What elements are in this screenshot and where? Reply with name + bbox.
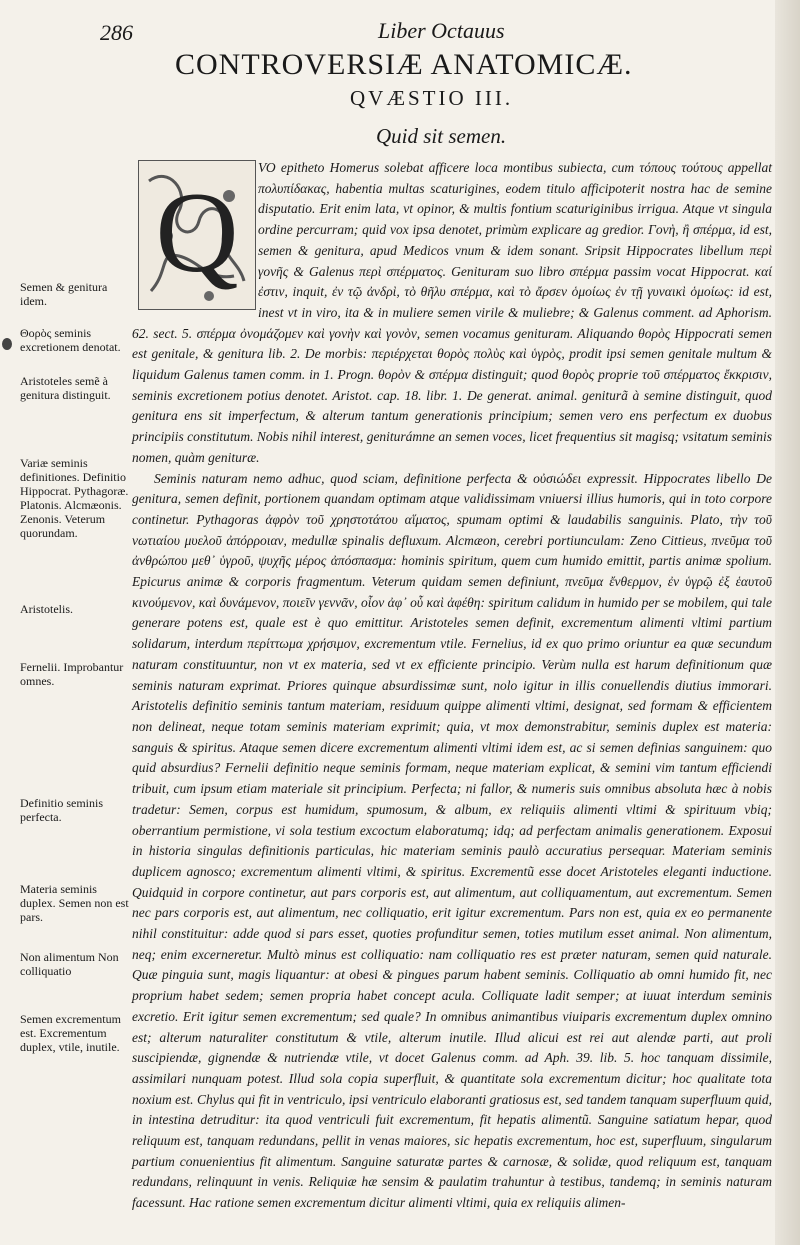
- page-number: 286: [100, 20, 133, 45]
- initial-spacer: [132, 158, 258, 314]
- margin-note: Variæ seminis definitiones. Definitio Hippocrat. Pythagoræ. Platonis. Alcmæonis. Zenonis. Veterum quorundam.: [20, 456, 129, 540]
- margin-note: Materia seminis duplex. Semen non est pars.: [20, 882, 129, 924]
- margin-note: Semen & genitura idem.: [20, 280, 108, 308]
- margin-note: Definitio seminis perfecta.: [20, 796, 103, 824]
- running-head: Liber Octauus: [378, 18, 505, 43]
- margin-note: Semen excrementum est. Excrementum duplex, vtile, inutile.: [20, 1012, 121, 1054]
- question-heading: QVÆSTIO III.: [350, 86, 514, 110]
- main-text: [132, 158, 772, 1214]
- paragraph: VO epitheto Homerus solebat afficere loca montibus subiecta, cum τόπους τούτους appellat πολυπίδακας, habentia multas scaturigines, eodem titulo afficipoterit nostra hac de semine disputatio. Erit enim lata, vt opinor, & multis fontium scaturiginibus irrigua. Atque vt singula ordine percurram; quid vox ipsa denotet, primùm explicare ag gredior. Γονὴ, ἢ σπέρμα, id est, semen & genitura, apud Medicos vnum & idem sonant. Sripsit Hippocrates libellum περὶ γονῆς & Galenus περὶ σπέρματος. Genituram suo libro σπέρμα passim vocat Hippocrat. καί ἐστιν, inquit, ἐν τῷ ἀνδρὶ, τὸ θῆλυ σπέρμα, καὶ τὸ ἄρσεν ὁμοίως ἐν τῇ γυναικὶ ὁμοίως: id est, inest vt in viro, ita & in muliere semen virile & muliebre; & Galenus comment. ad Aphorism. 62. sect. 5. σπέρμα ὀνομάζομεν καὶ γονὴν καὶ γονὸν, semen vocamus genituram. Aliquando θορὸς Hippocrati semen est genitale, & genitura lib. 2. De morbis: περιέρχεται θορὸς πολὺς καὶ ὑγρὸς, prodit ipsi semen genitale multum & liquidum Galenus tamen comm. in 1. Progn. θορὸν & σπέρμα distinguit; quod θορὸς proprie τοῦ σπέρματος ἔκκρισιν, seminis excretionem potius denotet. Aristot. cap. 18. libr. 1. De generat. animal. geniturã à semine distinguit, quod genitura ens sit imperfectum, & alterum tantum generationis principium; semen vero ens perfectum ex duobus principiis constitutum. Nobis nihil interest, geniturámne an semen voces, licet frequentius sit magisq; vsitatum seminis nomen, quàm genituræ.: [132, 160, 772, 465]
- margin-note: Non alimentum Non colliquatio: [20, 950, 119, 978]
- initial-letter: Q: [155, 169, 239, 296]
- margin-note: Θορὸς seminis excretionem denotat.: [20, 326, 121, 354]
- section-subtitle: Quid sit semen.: [376, 124, 507, 148]
- margin-note: Aristotelis.: [20, 602, 73, 616]
- page-title: CONTROVERSIÆ ANATOMICÆ.: [175, 48, 633, 81]
- margin-note: Fernelii. Improbantur omnes.: [20, 660, 124, 688]
- margin-note: Aristoteles semẽ à genitura distinguit.: [20, 374, 111, 402]
- page-edge: [775, 0, 800, 1245]
- binding-hole: [2, 338, 12, 350]
- paragraph: Seminis naturam nemo adhuc, quod sciam, definitione perfecta & οὐσιώδει expressit. Hippocrates libello De genitura, semen definit, portionem quandam optimam atque validissimam vniuersi illius humoris, qui in toto corpore continetur. Pythagoras ἀφρὸν τοῦ χρηστοτάτου αἵματος, spumam optimi & laudabilis sanguinis. Plato, τὴν τοῦ νωτιαίου μυελοῦ ἀπόρροιαν, medullæ spinalis defluxum. Alcmæon, cerebri portiunculam: Zeno Cittieus, πνεῦμα τοῦ ἀνθρώπου μεθ᾽ ὑγροῦ, ψυχῆς μέρος ἀπόσπασμα: hominis spiritum, quem cum humido emittit, partis animæ spolium. Epicurus animæ & corporis fragmentum. Veterum quidam semen definiunt, πνεῦμα ἔνθερμον, ἐν ὑγρῷ ἐξ ἑαυτοῦ κινούμενον, καὶ δυνάμενον, ποιεῖν γεννᾶν, οἷον ἀφ᾽ οὗ καὶ ἀφέθη: spiritum calidum in humido per se mobilem, qui tale generare potens est, quale est è quo emittitur. Aristoteles semen definit, excrementum alimenti vltimi partium solidarum, interdum περίττωμα χρήσιμον, excrementum vtile. Fernelius, id ex quo primo oriuntur ea quæ secundum naturam constituuntur, non vt ex materia, sed vt ex efficiente principio. Verùm nulla est harum definitionum quæ seminis naturam exprimat. Priores quinque absurdissimæ sunt, nolo igitur in illis conuellendis diutius immorari. Aristotelis definitio seminis tantum materiam, residuum quippe alimenti vltimi, designat, sed formam & efficientem non delineat, neque totam seminis materiam exprimit; quia, vt mox demonstrabitur, seminis duplex est materia: sanguis & spiritus. Ataque semen dicere excrementum alimenti vltimi idem est, ac si semen definias sanguinem: quo quid absurdius? Fernelii definitio neque seminis formam, neque materiam explicat, & semini vim tantum efficiendi tribuit, cum ipsum etiam materiale sit principium. Perfecta; ni fallor, & numeris suis omnibus absoluta hæc à nobis tradetur: Semen, corpus est humidum, spumosum, & album, ex reliquiis alimenti vltimi & spirituum vbiq; oberrantium permistione, vi sola testium excoctum elaboratumq; idq; ad perfectam animalis generationem. Exposui in historia singulas definitionis particulas, hic materiam seminis paulò accuratius persequar. Materiam seminis duplicem agnosco; excrementum alimenti vltimi, & spiritus. Excrementũ esse docet Aristoteles eleganti inductione. Quidquid in corpore continetur, aut pars corporis est, aut alimentum, aut colliquamentum, aut excrementum. Semen nec pars corporis est, aut alimentum, nec colliquatio, erit igitur excrementum. Pars non est, quia ex eo permanente nihil constituitur: adde quod si pars esset, quoties profunditur semen, toties mutilum esset animal. Non alimentum, neq; enim excerneretur. Multò minus est colliquatio: nam colliquatio res est præter naturam, semen quid naturale. Quæ pinguia sunt, magis liquantur: at obesi & pingues parum habent seminis. Colliquatio ab omni humido fit, nec proprium habet sedem; semen propria habet concept acula. Colliquate ladit semper; at iuuat interdum seminis excretio. Erit igitur semen excrementum; sed quale? In omnibus animantibus viuiparis excrementum duplex omnino est; alterum naturaliter constitutum & vtile, alterum inutile. Illud alicui est rei aut alendæ parti, aut proli suscipiendæ, gignendæ & nutriendæ vtile, vt docet Galenus comm. ad Aph. 39. lib. 5. hoc tanquam dissimile, assimilari nunquam potest. Illud sola copia superfluit, & quantitate sola excrementum dicitur; hoc qualitate tota noxium est. Chylus qui fit in ventriculo, ipsi ventriculo elaboranti gratiosus est, sed tandem tanquam superfluum quid, in intestina detruditur: ita quod ventriculi fuit excrementum, fit hepatis alimentũ. Sanguine satiatum hepar, quod reliquum est, tanquam redundans, pellit in venas maiores, sic hepatis excrementum, hoc est, superfluum, singularum partium conuenientius fit alimentum. Sanguine saturatæ partes & carnosæ, & solidæ, quod reliquum est, tanquam redundans, relinquunt in venis. Reliquiæ hæ sensim & paulatim trahuntur à testibus, tandemq; in seminis naturam facessunt. Hac ratione semen excrementum dicitur alimenti vltimi, quia ex reliquiis alimen-: [132, 470, 772, 1211]
